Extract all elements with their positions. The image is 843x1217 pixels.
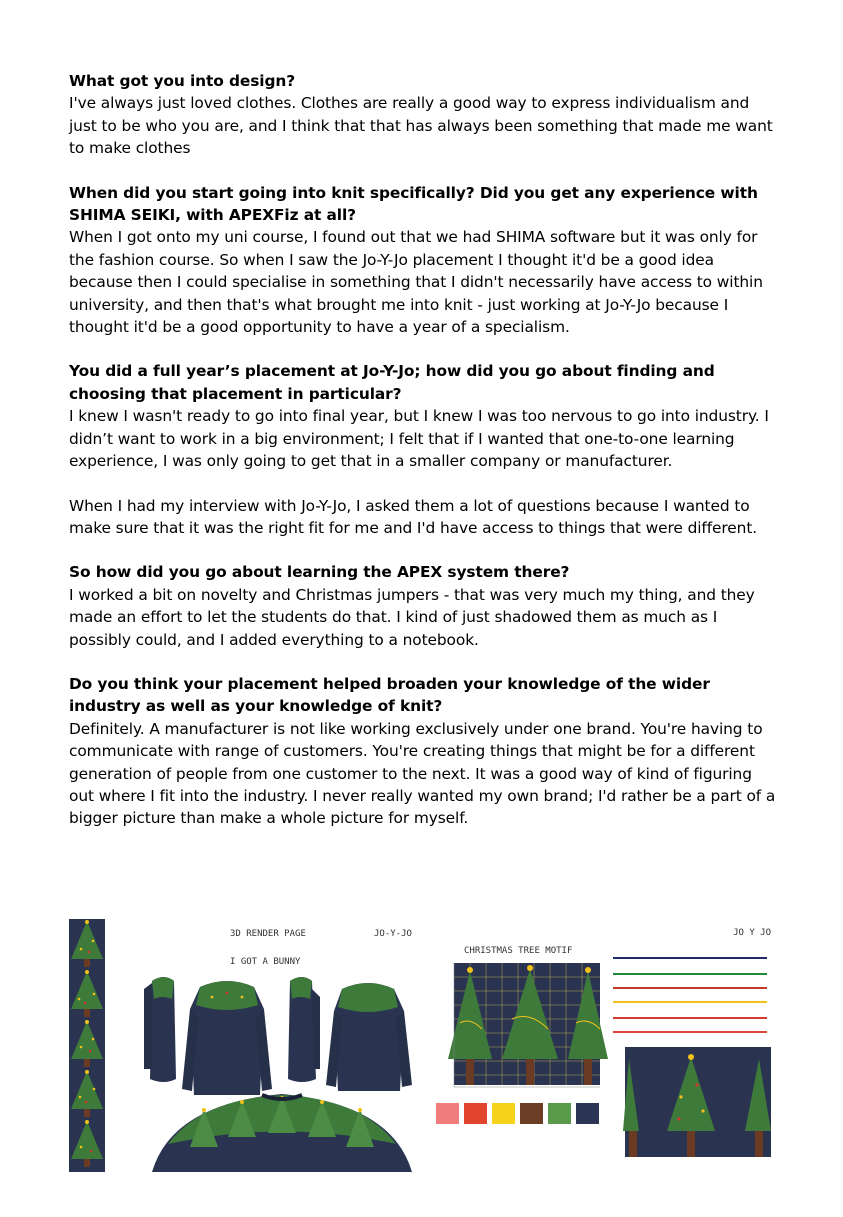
- render-page-brand: JO-Y-JO: [374, 929, 412, 939]
- question-4: So how did you go about learning the APEX system there?: [69, 563, 570, 582]
- jumper-front: [182, 981, 272, 1095]
- knit-sample-page-image: [609, 919, 781, 1172]
- qa-block-1: [69, 70, 781, 160]
- render-page-subtitle: I GOT A BUNNY: [230, 957, 301, 967]
- motif-chart: [436, 919, 608, 1172]
- render-page-title: 3D RENDER PAGE: [230, 929, 306, 939]
- jumper-side-left: [144, 977, 176, 1082]
- jumper-side-right: [288, 977, 320, 1082]
- question-5: Do you think your placement helped broaden your knowledge of the wider industry as well as your knowledge of knit?: [69, 674, 710, 716]
- yarn-swatch-green: [548, 1103, 571, 1124]
- qa-block-3: [69, 360, 781, 539]
- qa-block-2: [69, 182, 781, 339]
- answer-2: When I got onto my uni course, I found out that we had SHIMA software but it was only for the fashion course. So when I saw the Jo-Y-Jo placement I thought it'd be a good idea because then I could specialise in something that I didn't necessarily have access to within university, and then that's what brought me into knit - just working at Jo-Y-Jo because I thought it'd be a good opportunity to have a year of a specialism.: [69, 228, 763, 337]
- jumper-renders: [112, 919, 430, 1172]
- yarn-swatch-navy: [576, 1103, 599, 1124]
- jumper-back: [326, 983, 412, 1091]
- answer-3a: I knew I wasn't ready to go into final year, but I knew I was too nervous to go into industry. I didn’t want to work in a big environment; I felt that if I wanted that one-to-one learning experience, I was only going to get that in a smaller company or manufacturer.: [69, 407, 769, 471]
- yarn-swatch-yellow: [492, 1103, 515, 1124]
- knit-sample-graphic: [609, 919, 781, 1172]
- motif-page-image: [436, 919, 608, 1172]
- question-1: What got you into design?: [69, 72, 296, 90]
- qa-block-4: [69, 561, 781, 651]
- yarn-swatch-brown: [520, 1103, 543, 1124]
- motif-page-title: CHRISTMAS TREE MOTIF: [464, 946, 573, 956]
- render-page-image: [112, 919, 430, 1172]
- question-2: When did you start going into knit specifically? Did you get any experience with SHIMA SEIKI, with APEXFiz at all?: [69, 183, 758, 225]
- answer-1: I've always just loved clothes. Clothes are really a good way to express individualism and just to be who you are, and I think that that has always been something that made me want to make clothes: [69, 94, 773, 158]
- jumper-yoke-closeup: [152, 1094, 412, 1172]
- answer-4: I worked a bit on novelty and Christmas jumpers - that was very much my thing, and they made an effort to let the students do that. I kind of just shadowed them as much as I possibly could, and I added everything to a notebook.: [69, 585, 755, 649]
- tree-strip-graphic: [69, 919, 105, 1172]
- question-3: You did a full year’s placement at Jo-Y-Jo; how did you go about finding and choosing that placement in particular?: [69, 362, 715, 403]
- answer-5: Definitely. A manufacturer is not like working exclusively under one brand. You're having to communicate with range of customers. You're creating things that might be for a different generation of people from one customer to the next. It was a good way of kind of figuring out where I fit into the industry. I never really wanted my own brand; I'd rather be a part of a bigger picture than make a whole picture for myself.: [69, 719, 776, 828]
- yarn-swatch-pink: [436, 1103, 459, 1124]
- tree-pattern-strip: [69, 919, 105, 1172]
- interview-article: [69, 70, 781, 852]
- knit-sample-page-brand: JO Y JO: [733, 928, 771, 938]
- qa-block-5: [69, 673, 781, 830]
- yarn-swatch-red: [464, 1103, 487, 1124]
- answer-3b: When I had my interview with Jo-Y-Jo, I asked them a lot of questions because I wanted to make sure that it was the right fit for me and I'd have access to things that were different.: [69, 496, 758, 537]
